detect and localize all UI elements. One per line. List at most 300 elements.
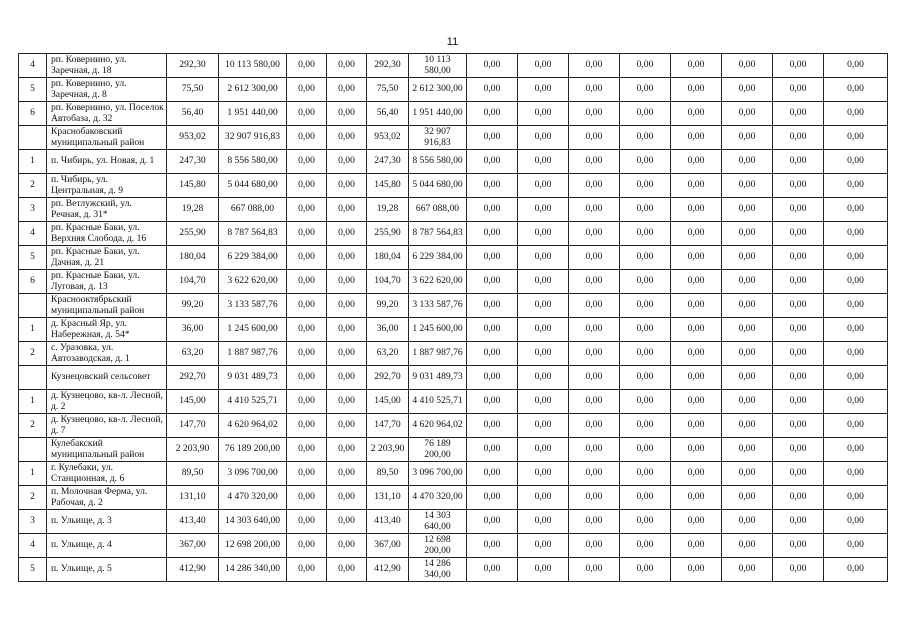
col4-cell: 0,00 bbox=[327, 390, 367, 414]
table-row bbox=[19, 510, 888, 534]
area-total-cell: 180,04 bbox=[367, 246, 409, 270]
area-total-cell: 292,70 bbox=[367, 366, 409, 390]
table-row bbox=[19, 534, 888, 558]
zero-value-cell: 0,00 bbox=[773, 198, 824, 222]
zero-value-cell: 0,00 bbox=[671, 126, 722, 150]
col4-cell: 0,00 bbox=[327, 246, 367, 270]
zero-value-cell: 0,00 bbox=[671, 510, 722, 534]
zero-value-cell: 0,00 bbox=[518, 390, 569, 414]
address-cell: п. Чибирь, ул. Центральная, д. 9 bbox=[47, 174, 167, 198]
cost-total-cell: 6 229 384,00 bbox=[409, 246, 467, 270]
zero-value-cell: 0,00 bbox=[773, 366, 824, 390]
address-cell: Краснобаковский муниципальный район bbox=[47, 126, 167, 150]
area-total-cell: 413,40 bbox=[367, 510, 409, 534]
address-cell: рп. Красные Баки, ул. Верхняя Слобода, д. 16 bbox=[47, 222, 167, 246]
zero-value-cell: 0,00 bbox=[671, 102, 722, 126]
zero-value-cell: 0,00 bbox=[467, 198, 518, 222]
zero-value-cell: 0,00 bbox=[518, 318, 569, 342]
zero-value-cell: 0,00 bbox=[620, 222, 671, 246]
col4-cell: 0,00 bbox=[327, 198, 367, 222]
zero-value-cell: 0,00 bbox=[671, 78, 722, 102]
cost-total-cell: 4 620 964,02 bbox=[409, 414, 467, 438]
address-cell: рп. Ветлужский, ул. Речная, д. 31* bbox=[47, 198, 167, 222]
zero-value-cell: 0,00 bbox=[824, 534, 888, 558]
zero-value-cell: 0,00 bbox=[518, 486, 569, 510]
zero-value-cell: 0,00 bbox=[620, 390, 671, 414]
col3-cell: 0,00 bbox=[287, 558, 327, 582]
zero-value-cell: 0,00 bbox=[620, 78, 671, 102]
cost-cell: 8 787 564,83 bbox=[219, 222, 287, 246]
zero-value-cell: 0,00 bbox=[722, 294, 773, 318]
area-total-cell: 412,90 bbox=[367, 558, 409, 582]
zero-value-cell: 0,00 bbox=[569, 438, 620, 462]
table-row bbox=[19, 174, 888, 198]
area-cell: 63,20 bbox=[167, 342, 219, 366]
zero-value-cell: 0,00 bbox=[569, 198, 620, 222]
col4-cell: 0,00 bbox=[327, 150, 367, 174]
zero-value-cell: 0,00 bbox=[569, 318, 620, 342]
zero-value-cell: 0,00 bbox=[518, 294, 569, 318]
zero-value-cell: 0,00 bbox=[467, 222, 518, 246]
zero-value-cell: 0,00 bbox=[722, 126, 773, 150]
zero-value-cell: 0,00 bbox=[620, 486, 671, 510]
zero-value-cell: 0,00 bbox=[467, 270, 518, 294]
area-total-cell: 89,50 bbox=[367, 462, 409, 486]
zero-value-cell: 0,00 bbox=[671, 342, 722, 366]
row-number: 1 bbox=[19, 150, 47, 174]
zero-value-cell: 0,00 bbox=[722, 558, 773, 582]
zero-value-cell: 0,00 bbox=[671, 198, 722, 222]
zero-value-cell: 0,00 bbox=[824, 246, 888, 270]
cost-total-cell: 76 189 200,00 bbox=[409, 438, 467, 462]
zero-value-cell: 0,00 bbox=[620, 174, 671, 198]
zero-value-cell: 0,00 bbox=[467, 174, 518, 198]
row-number: 2 bbox=[19, 486, 47, 510]
zero-value-cell: 0,00 bbox=[620, 126, 671, 150]
table-row bbox=[19, 414, 888, 438]
col4-cell: 0,00 bbox=[327, 294, 367, 318]
zero-value-cell: 0,00 bbox=[467, 366, 518, 390]
col4-cell: 0,00 bbox=[327, 78, 367, 102]
zero-value-cell: 0,00 bbox=[518, 126, 569, 150]
zero-value-cell: 0,00 bbox=[620, 198, 671, 222]
zero-value-cell: 0,00 bbox=[773, 294, 824, 318]
table-body bbox=[19, 54, 888, 582]
col4-cell: 0,00 bbox=[327, 174, 367, 198]
zero-value-cell: 0,00 bbox=[569, 462, 620, 486]
zero-value-cell: 0,00 bbox=[620, 102, 671, 126]
zero-value-cell: 0,00 bbox=[824, 462, 888, 486]
cost-total-cell: 14 286 340,00 bbox=[409, 558, 467, 582]
col4-cell: 0,00 bbox=[327, 486, 367, 510]
col3-cell: 0,00 bbox=[287, 54, 327, 78]
cost-cell: 76 189 200,00 bbox=[219, 438, 287, 462]
zero-value-cell: 0,00 bbox=[518, 102, 569, 126]
cost-total-cell: 1 245 600,00 bbox=[409, 318, 467, 342]
cost-total-cell: 8 556 580,00 bbox=[409, 150, 467, 174]
area-total-cell: 367,00 bbox=[367, 534, 409, 558]
address-cell: д. Кузнецово, кв-л. Лесной, д. 2 bbox=[47, 390, 167, 414]
zero-value-cell: 0,00 bbox=[824, 150, 888, 174]
area-cell: 255,90 bbox=[167, 222, 219, 246]
zero-value-cell: 0,00 bbox=[773, 174, 824, 198]
cost-total-cell: 14 303 640,00 bbox=[409, 510, 467, 534]
col4-cell: 0,00 bbox=[327, 222, 367, 246]
table-row bbox=[19, 150, 888, 174]
cost-cell: 1 887 987,76 bbox=[219, 342, 287, 366]
col3-cell: 0,00 bbox=[287, 78, 327, 102]
zero-value-cell: 0,00 bbox=[569, 486, 620, 510]
zero-value-cell: 0,00 bbox=[773, 102, 824, 126]
zero-value-cell: 0,00 bbox=[620, 318, 671, 342]
zero-value-cell: 0,00 bbox=[824, 78, 888, 102]
cost-total-cell: 1 887 987,76 bbox=[409, 342, 467, 366]
zero-value-cell: 0,00 bbox=[824, 270, 888, 294]
zero-value-cell: 0,00 bbox=[620, 294, 671, 318]
col4-cell: 0,00 bbox=[327, 414, 367, 438]
zero-value-cell: 0,00 bbox=[773, 222, 824, 246]
zero-value-cell: 0,00 bbox=[518, 150, 569, 174]
cost-cell: 2 612 300,00 bbox=[219, 78, 287, 102]
col3-cell: 0,00 bbox=[287, 462, 327, 486]
row-number bbox=[19, 366, 47, 390]
zero-value-cell: 0,00 bbox=[569, 342, 620, 366]
zero-value-cell: 0,00 bbox=[824, 102, 888, 126]
area-cell: 89,50 bbox=[167, 462, 219, 486]
zero-value-cell: 0,00 bbox=[671, 534, 722, 558]
zero-value-cell: 0,00 bbox=[467, 102, 518, 126]
col4-cell: 0,00 bbox=[327, 510, 367, 534]
cost-total-cell: 5 044 680,00 bbox=[409, 174, 467, 198]
area-cell: 99,20 bbox=[167, 294, 219, 318]
zero-value-cell: 0,00 bbox=[722, 462, 773, 486]
zero-value-cell: 0,00 bbox=[722, 222, 773, 246]
zero-value-cell: 0,00 bbox=[467, 414, 518, 438]
zero-value-cell: 0,00 bbox=[518, 78, 569, 102]
area-cell: 953,02 bbox=[167, 126, 219, 150]
zero-value-cell: 0,00 bbox=[671, 318, 722, 342]
zero-value-cell: 0,00 bbox=[671, 174, 722, 198]
zero-value-cell: 0,00 bbox=[620, 150, 671, 174]
zero-value-cell: 0,00 bbox=[722, 102, 773, 126]
zero-value-cell: 0,00 bbox=[773, 318, 824, 342]
zero-value-cell: 0,00 bbox=[518, 198, 569, 222]
zero-value-cell: 0,00 bbox=[671, 294, 722, 318]
table-row bbox=[19, 390, 888, 414]
col3-cell: 0,00 bbox=[287, 414, 327, 438]
area-total-cell: 2 203,90 bbox=[367, 438, 409, 462]
zero-value-cell: 0,00 bbox=[518, 270, 569, 294]
table-row bbox=[19, 366, 888, 390]
cost-total-cell: 10 113 580,00 bbox=[409, 54, 467, 78]
col3-cell: 0,00 bbox=[287, 438, 327, 462]
col4-cell: 0,00 bbox=[327, 462, 367, 486]
area-cell: 147,70 bbox=[167, 414, 219, 438]
table-row bbox=[19, 222, 888, 246]
zero-value-cell: 0,00 bbox=[824, 438, 888, 462]
zero-value-cell: 0,00 bbox=[722, 78, 773, 102]
zero-value-cell: 0,00 bbox=[773, 558, 824, 582]
zero-value-cell: 0,00 bbox=[569, 222, 620, 246]
cost-cell: 6 229 384,00 bbox=[219, 246, 287, 270]
zero-value-cell: 0,00 bbox=[773, 270, 824, 294]
zero-value-cell: 0,00 bbox=[722, 390, 773, 414]
col4-cell: 0,00 bbox=[327, 534, 367, 558]
zero-value-cell: 0,00 bbox=[569, 102, 620, 126]
col4-cell: 0,00 bbox=[327, 342, 367, 366]
area-total-cell: 63,20 bbox=[367, 342, 409, 366]
area-cell: 367,00 bbox=[167, 534, 219, 558]
area-total-cell: 19,28 bbox=[367, 198, 409, 222]
area-total-cell: 147,70 bbox=[367, 414, 409, 438]
area-cell: 131,10 bbox=[167, 486, 219, 510]
area-cell: 145,00 bbox=[167, 390, 219, 414]
area-cell: 145,80 bbox=[167, 174, 219, 198]
zero-value-cell: 0,00 bbox=[467, 390, 518, 414]
zero-value-cell: 0,00 bbox=[773, 342, 824, 366]
area-cell: 180,04 bbox=[167, 246, 219, 270]
cost-total-cell: 4 410 525,71 bbox=[409, 390, 467, 414]
zero-value-cell: 0,00 bbox=[569, 294, 620, 318]
col3-cell: 0,00 bbox=[287, 510, 327, 534]
area-total-cell: 247,30 bbox=[367, 150, 409, 174]
address-cell: Кузнецовский сельсовет bbox=[47, 366, 167, 390]
zero-value-cell: 0,00 bbox=[671, 246, 722, 270]
table-row bbox=[19, 558, 888, 582]
zero-value-cell: 0,00 bbox=[671, 390, 722, 414]
zero-value-cell: 0,00 bbox=[518, 174, 569, 198]
cost-total-cell: 12 698 200,00 bbox=[409, 534, 467, 558]
table-row bbox=[19, 246, 888, 270]
area-total-cell: 56,40 bbox=[367, 102, 409, 126]
zero-value-cell: 0,00 bbox=[722, 270, 773, 294]
row-number: 2 bbox=[19, 342, 47, 366]
zero-value-cell: 0,00 bbox=[722, 150, 773, 174]
zero-value-cell: 0,00 bbox=[518, 534, 569, 558]
zero-value-cell: 0,00 bbox=[569, 510, 620, 534]
row-number: 5 bbox=[19, 558, 47, 582]
row-number: 5 bbox=[19, 246, 47, 270]
zero-value-cell: 0,00 bbox=[773, 78, 824, 102]
table-row bbox=[19, 318, 888, 342]
zero-value-cell: 0,00 bbox=[467, 318, 518, 342]
address-cell: рп. Красные Баки, ул. Луговая, д. 13 bbox=[47, 270, 167, 294]
zero-value-cell: 0,00 bbox=[620, 414, 671, 438]
address-cell: д. Красный Яр, ул. Набережная, д. 54* bbox=[47, 318, 167, 342]
zero-value-cell: 0,00 bbox=[569, 366, 620, 390]
table-row bbox=[19, 54, 888, 78]
zero-value-cell: 0,00 bbox=[824, 414, 888, 438]
zero-value-cell: 0,00 bbox=[467, 510, 518, 534]
area-cell: 104,70 bbox=[167, 270, 219, 294]
cost-total-cell: 8 787 564,83 bbox=[409, 222, 467, 246]
zero-value-cell: 0,00 bbox=[722, 534, 773, 558]
zero-value-cell: 0,00 bbox=[671, 462, 722, 486]
col3-cell: 0,00 bbox=[287, 102, 327, 126]
table-row bbox=[19, 486, 888, 510]
cost-cell: 12 698 200,00 bbox=[219, 534, 287, 558]
zero-value-cell: 0,00 bbox=[671, 366, 722, 390]
zero-value-cell: 0,00 bbox=[824, 54, 888, 78]
address-cell: п. Ульище, д. 3 bbox=[47, 510, 167, 534]
col3-cell: 0,00 bbox=[287, 222, 327, 246]
col3-cell: 0,00 bbox=[287, 486, 327, 510]
zero-value-cell: 0,00 bbox=[773, 126, 824, 150]
zero-value-cell: 0,00 bbox=[518, 438, 569, 462]
area-total-cell: 255,90 bbox=[367, 222, 409, 246]
area-cell: 75,50 bbox=[167, 78, 219, 102]
cost-cell: 3 133 587,76 bbox=[219, 294, 287, 318]
col3-cell: 0,00 bbox=[287, 150, 327, 174]
zero-value-cell: 0,00 bbox=[722, 366, 773, 390]
area-total-cell: 75,50 bbox=[367, 78, 409, 102]
cost-cell: 3 622 620,00 bbox=[219, 270, 287, 294]
col3-cell: 0,00 bbox=[287, 318, 327, 342]
zero-value-cell: 0,00 bbox=[773, 414, 824, 438]
zero-value-cell: 0,00 bbox=[722, 510, 773, 534]
zero-value-cell: 0,00 bbox=[824, 294, 888, 318]
row-number: 3 bbox=[19, 510, 47, 534]
zero-value-cell: 0,00 bbox=[467, 294, 518, 318]
area-cell: 292,70 bbox=[167, 366, 219, 390]
address-cell: д. Кузнецово, кв-л. Лесной, д. 7 bbox=[47, 414, 167, 438]
zero-value-cell: 0,00 bbox=[722, 174, 773, 198]
zero-value-cell: 0,00 bbox=[620, 366, 671, 390]
zero-value-cell: 0,00 bbox=[518, 54, 569, 78]
zero-value-cell: 0,00 bbox=[824, 342, 888, 366]
zero-value-cell: 0,00 bbox=[467, 534, 518, 558]
row-number: 1 bbox=[19, 318, 47, 342]
zero-value-cell: 0,00 bbox=[518, 342, 569, 366]
zero-value-cell: 0,00 bbox=[620, 54, 671, 78]
area-cell: 36,00 bbox=[167, 318, 219, 342]
area-cell: 56,40 bbox=[167, 102, 219, 126]
address-cell: п. Чибирь, ул. Новая, д. 1 bbox=[47, 150, 167, 174]
cost-cell: 4 620 964,02 bbox=[219, 414, 287, 438]
zero-value-cell: 0,00 bbox=[467, 78, 518, 102]
cost-cell: 14 303 640,00 bbox=[219, 510, 287, 534]
cost-cell: 10 113 580,00 bbox=[219, 54, 287, 78]
zero-value-cell: 0,00 bbox=[620, 270, 671, 294]
table-row bbox=[19, 270, 888, 294]
cost-total-cell: 4 470 320,00 bbox=[409, 486, 467, 510]
zero-value-cell: 0,00 bbox=[773, 438, 824, 462]
col3-cell: 0,00 bbox=[287, 270, 327, 294]
zero-value-cell: 0,00 bbox=[671, 270, 722, 294]
zero-value-cell: 0,00 bbox=[518, 414, 569, 438]
zero-value-cell: 0,00 bbox=[722, 246, 773, 270]
table-row bbox=[19, 438, 888, 462]
zero-value-cell: 0,00 bbox=[620, 462, 671, 486]
zero-value-cell: 0,00 bbox=[671, 486, 722, 510]
zero-value-cell: 0,00 bbox=[722, 342, 773, 366]
zero-value-cell: 0,00 bbox=[467, 126, 518, 150]
zero-value-cell: 0,00 bbox=[824, 366, 888, 390]
zero-value-cell: 0,00 bbox=[773, 534, 824, 558]
col4-cell: 0,00 bbox=[327, 54, 367, 78]
zero-value-cell: 0,00 bbox=[518, 558, 569, 582]
row-number: 3 bbox=[19, 198, 47, 222]
zero-value-cell: 0,00 bbox=[569, 174, 620, 198]
cost-cell: 1 951 440,00 bbox=[219, 102, 287, 126]
cost-total-cell: 32 907 916,83 bbox=[409, 126, 467, 150]
cost-cell: 14 286 340,00 bbox=[219, 558, 287, 582]
cost-total-cell: 667 088,00 bbox=[409, 198, 467, 222]
zero-value-cell: 0,00 bbox=[824, 486, 888, 510]
zero-value-cell: 0,00 bbox=[569, 78, 620, 102]
row-number bbox=[19, 294, 47, 318]
zero-value-cell: 0,00 bbox=[824, 198, 888, 222]
page-number: 11 bbox=[446, 36, 459, 48]
col3-cell: 0,00 bbox=[287, 246, 327, 270]
zero-value-cell: 0,00 bbox=[467, 342, 518, 366]
zero-value-cell: 0,00 bbox=[620, 438, 671, 462]
address-cell: с. Уразовка, ул. Автозаводская, д. 1 bbox=[47, 342, 167, 366]
zero-value-cell: 0,00 bbox=[824, 390, 888, 414]
zero-value-cell: 0,00 bbox=[671, 438, 722, 462]
table-row bbox=[19, 78, 888, 102]
zero-value-cell: 0,00 bbox=[569, 534, 620, 558]
cost-cell: 5 044 680,00 bbox=[219, 174, 287, 198]
zero-value-cell: 0,00 bbox=[722, 198, 773, 222]
area-cell: 2 203,90 bbox=[167, 438, 219, 462]
zero-value-cell: 0,00 bbox=[824, 318, 888, 342]
zero-value-cell: 0,00 bbox=[569, 558, 620, 582]
address-cell: г. Кулебаки, ул. Станционная, д. 6 bbox=[47, 462, 167, 486]
row-number bbox=[19, 126, 47, 150]
row-number: 5 bbox=[19, 78, 47, 102]
zero-value-cell: 0,00 bbox=[722, 318, 773, 342]
address-cell: рп. Ковернино, ул. Поселок Автобаза, д. 32 bbox=[47, 102, 167, 126]
area-total-cell: 36,00 bbox=[367, 318, 409, 342]
address-cell: п. Ульище, д. 4 bbox=[47, 534, 167, 558]
cost-cell: 32 907 916,83 bbox=[219, 126, 287, 150]
table-row bbox=[19, 126, 888, 150]
zero-value-cell: 0,00 bbox=[773, 54, 824, 78]
cost-cell: 9 031 489,73 bbox=[219, 366, 287, 390]
zero-value-cell: 0,00 bbox=[722, 54, 773, 78]
row-number: 4 bbox=[19, 534, 47, 558]
zero-value-cell: 0,00 bbox=[824, 126, 888, 150]
zero-value-cell: 0,00 bbox=[722, 414, 773, 438]
address-cell: рп. Красные Баки, ул. Дачная, д. 21 bbox=[47, 246, 167, 270]
zero-value-cell: 0,00 bbox=[518, 246, 569, 270]
zero-value-cell: 0,00 bbox=[773, 150, 824, 174]
area-total-cell: 99,20 bbox=[367, 294, 409, 318]
zero-value-cell: 0,00 bbox=[467, 54, 518, 78]
cost-total-cell: 9 031 489,73 bbox=[409, 366, 467, 390]
row-number bbox=[19, 438, 47, 462]
zero-value-cell: 0,00 bbox=[773, 246, 824, 270]
area-total-cell: 104,70 bbox=[367, 270, 409, 294]
table-row bbox=[19, 198, 888, 222]
zero-value-cell: 0,00 bbox=[773, 486, 824, 510]
cost-total-cell: 3 133 587,76 bbox=[409, 294, 467, 318]
row-number: 2 bbox=[19, 414, 47, 438]
zero-value-cell: 0,00 bbox=[773, 390, 824, 414]
zero-value-cell: 0,00 bbox=[671, 558, 722, 582]
zero-value-cell: 0,00 bbox=[569, 150, 620, 174]
zero-value-cell: 0,00 bbox=[773, 510, 824, 534]
zero-value-cell: 0,00 bbox=[824, 558, 888, 582]
zero-value-cell: 0,00 bbox=[620, 510, 671, 534]
address-cell: Кулебакский муниципальный район bbox=[47, 438, 167, 462]
zero-value-cell: 0,00 bbox=[722, 486, 773, 510]
cost-total-cell: 2 612 300,00 bbox=[409, 78, 467, 102]
area-cell: 247,30 bbox=[167, 150, 219, 174]
zero-value-cell: 0,00 bbox=[518, 222, 569, 246]
address-cell: рп. Ковернино, ул. Заречная, д. 18 bbox=[47, 54, 167, 78]
